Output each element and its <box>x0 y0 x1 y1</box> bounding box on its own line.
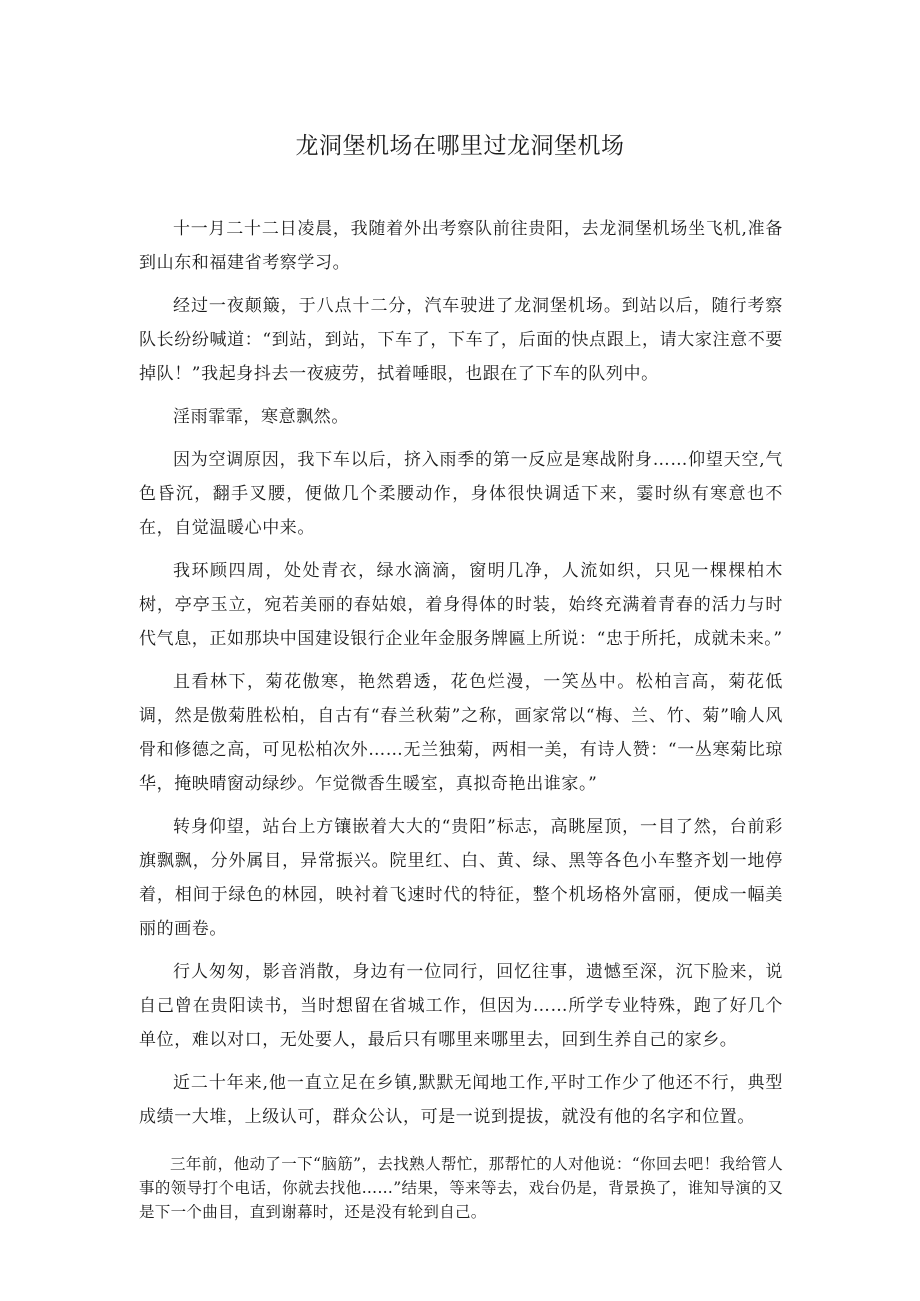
paragraph: 行人匆匆，影音消散，身边有一位同行，回忆往事，遗憾至深，沉下脸来，说自己曾在贵阳读书，当时想留在省城工作，但因为……所学专业特殊，跑了好几个单位，难以对口，无处要人，最后只有哪里来哪里去，回到生养自己的家乡。 <box>139 962 783 1050</box>
paragraph: 近二十年来,他一直立足在乡镇,默默无闻地工作,平时工作少了他还不行，典型成绩一大堆，上级认可，群众公认，可是一说到提拔，就没有他的名字和位置。 <box>139 1073 783 1127</box>
paragraph: 因为空调原因，我下车以后，挤入雨季的第一反应是寒战附身……仰望天空,气色昏沉，翻手叉腰，便做几个柔腰动作，身体很快调适下来，霎时纵有寒意也不在，自觉温暖心中来。 <box>139 450 783 538</box>
paragraph: 十一月二十二日凌晨，我随着外出考察队前往贵阳，去龙洞堡机场坐飞机,准备到山东和福建省考察学习。 <box>139 219 783 273</box>
document-title: 龙洞堡机场在哪里过龙洞堡机场 <box>295 133 625 159</box>
paragraph: 经过一夜颠簸，于八点十二分，汽车驶进了龙洞堡机场。到站以后，随行考察队长纷纷喊道：“到站，到站，下车了，下车了，后面的快点跟上，请大家注意不要掉队！”我起身抖去一夜疲劳，拭着唾眼，也跟在了下车的队列中。 <box>139 296 783 384</box>
document-body <box>139 212 783 1233</box>
paragraph: 且看林下，菊花傲寒，艳然碧透，花色烂漫，一笑丛中。松柏言高，菊花低调，然是傲菊胜松柏，自古有“春兰秋菊”之称，画家常以“梅、兰、竹、菊”喻人风骨和修德之高，可见松柏次外……无兰独菊，两相一美，有诗人赞：“一丛寒菊比琼华，掩映晴窗动绿纱。乍觉微香生暖室，真拟奇艳出谁家。” <box>139 672 783 794</box>
paragraph: 三年前，他动了一下“脑筋”，去找熟人帮忙，那帮忙的人对他说：“你回去吧！我给管人事的领导打个电话，你就去找他……”结果，等来等去，戏台仍是，背景换了，谁知导演的又是下一个曲目，直到谢幕时，还是没有轮到自己。 <box>139 1155 783 1221</box>
paragraph: 淫雨霏霏，寒意飘然。 <box>173 407 349 427</box>
paragraph: 我环顾四周，处处青衣，绿水滴滴，窗明几净，人流如织，只见一棵棵柏木树，亭亭玉立，宛若美丽的春姑娘，着身得体的时装，始终充满着青春的活力与时代气息，正如那块中国建设银行企业年金服务牌匾上所说：“忠于所托，成就未来。” <box>139 561 783 649</box>
paragraph: 转身仰望，站台上方镶嵌着大大的“贵阳”标志，高眺屋顶，一目了然，台前彩旗飘飘，分外属目，异常振兴。院里红、白、黄、绿、黑等各色小车整齐划一地停着，相间于绿色的林园，映衬着飞速时代的特征，整个机场格外富丽，便成一幅美丽的画卷。 <box>139 817 783 939</box>
